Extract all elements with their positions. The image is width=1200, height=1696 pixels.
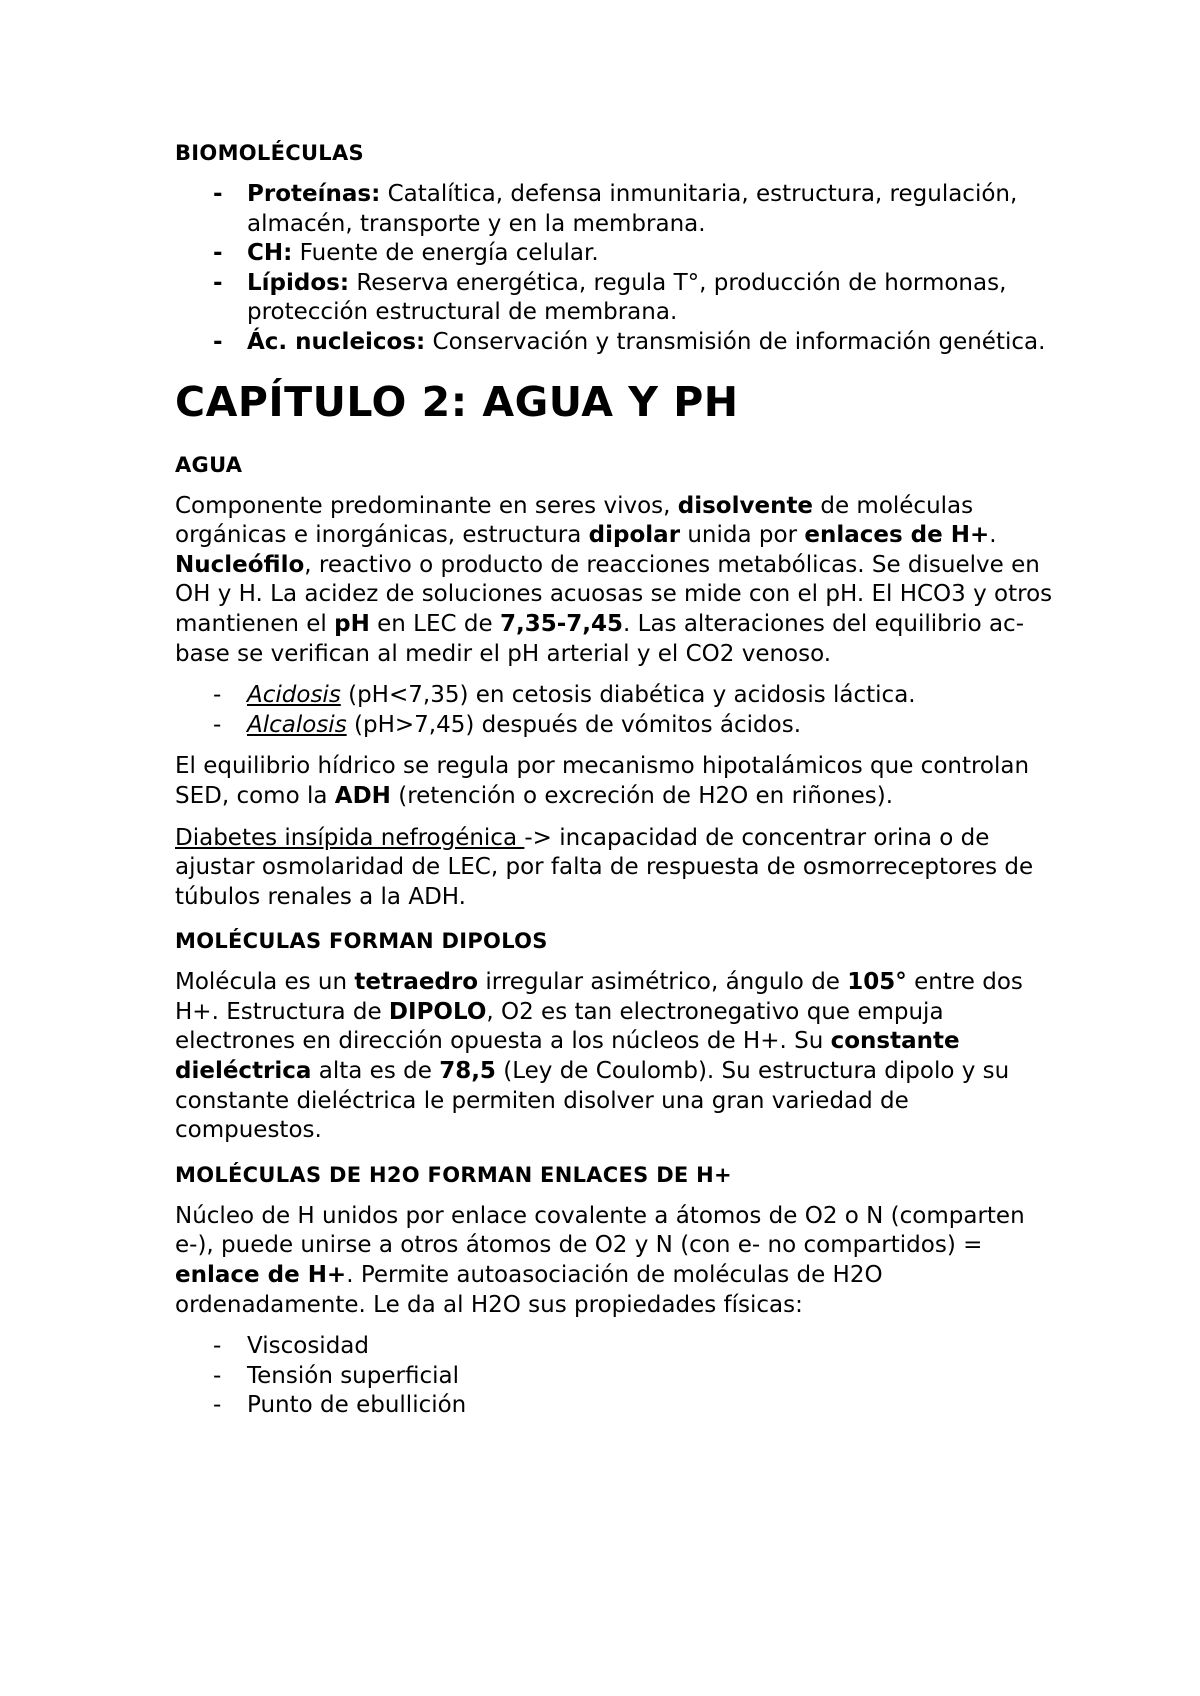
propiedades-list [175,1332,1055,1421]
section-title-agua: AGUA [175,452,243,477]
biomoleculas-list [175,180,1055,358]
text-run: , reactivo o producto de reacciones metabólicas. Se disuelve en OH y H. La acidez de soluciones acuosas se mide con el pH. El HCO3 y otros mantienen el [175,551,1053,637]
document-content [175,138,1055,1421]
text-run: . Las alteraciones del equilibrio ac-base se verifican al medir el pH arterial y el CO2 venoso. [175,610,1024,667]
dash-marker: - [213,181,223,207]
text-run: alta es de [311,1058,440,1085]
bold-term: 78,5 [439,1058,496,1085]
list-item-text: Reserva energética, regula T°, producción de hormonas, protección estructural de membrana. [247,269,1007,326]
list-item-text: Fuente de energía celular. [292,240,599,267]
list-item [175,681,1055,711]
text-run: en LEC de [369,610,500,637]
list-item-text: (pH>7,45) después de vómitos ácidos. [346,711,802,738]
bold-term: Nucleófilo [175,551,305,578]
paragraph-dipolos [175,968,1055,1146]
bold-term: tetraedro [354,969,479,996]
list-item [175,239,1055,269]
section-title-biomoleculas: BIOMOLÉCULAS [175,141,364,165]
list-item-text: Tensión superficial [247,1362,459,1389]
text-run: -> incapacidad de concentrar orina o de ajustar osmolaridad de LEC, por falta de respuesta de osmorreceptores de túbulos renales a la ADH. [175,824,1034,910]
list-item-term: Proteínas: [247,181,381,207]
dash-marker: - [213,1392,222,1419]
section-title-dipolos: MOLÉCULAS FORMAN DIPOLOS [175,929,548,954]
list-item [175,1362,1055,1392]
paragraph-enlaces [175,1202,1055,1320]
dash-marker: - [213,240,223,267]
list-item-text: (pH<7,35) en cetosis diabética y acidosis láctica. [340,682,916,709]
bold-term: 7,35-7,45 [499,610,624,637]
list-item-text: Punto de ebullición [247,1392,467,1419]
dash-marker: - [213,1333,222,1360]
bold-term: dipolar [588,522,681,549]
text-run: de moléculas orgánicas e inorgánicas, estructura [175,492,974,549]
text-run: El equilibrio hídrico se regula por mecanismo hipotalámicos que controlan SED, como la [175,753,1030,809]
text-run: (retención o excreción de H2O en riñones). [390,782,894,809]
acid-base-list [175,681,1055,740]
dash-marker: - [213,269,223,296]
bold-term: enlaces de H+ [804,522,990,549]
list-item-term: Lípidos: [247,269,350,296]
text-run: Núcleo de H unidos por enlace covalente a átomos de O2 o N (comparten e-), puede unirse a otros átomos de O2 y N (con e- no compartidos) = [175,1202,1025,1259]
list-item-term: Ác. nucleicos: [247,328,426,355]
list-item [175,180,1055,239]
list-item [175,269,1055,328]
bold-term: ADH [334,782,391,809]
dash-marker: - [213,1362,222,1389]
list-item-term: Alcalosis [247,711,347,738]
list-item-text: Viscosidad [247,1333,369,1360]
text-run: . [989,522,997,549]
bold-term: disolvente [677,492,814,519]
text-run: . Permite autoasociación de moléculas de H2O ordenadamente. Le da al H2O sus propiedades físicas: [175,1262,883,1318]
list-item-term: Acidosis [247,682,341,709]
paragraph-diabetes-insipida [175,824,1055,913]
text-run: irregular asimétrico, ángulo de [478,969,848,996]
dash-marker: - [213,682,222,709]
text-run: unida por [680,522,805,549]
text-run: (Ley de Coulomb). Su estructura dipolo y su constante dieléctrica le permiten disolver una gran variedad de compuestos. [175,1058,1010,1144]
underlined-term: Diabetes insípida nefrogénica [175,824,525,851]
text-run: Componente predominante en seres vivos, [175,492,678,519]
paragraph-agua [175,492,1055,670]
bold-term: DIPOLO [388,998,487,1025]
paragraph-equilibrio-hidrico [175,752,1055,811]
list-item [175,328,1055,358]
bold-term: pH [334,610,370,637]
list-item [175,1391,1055,1421]
list-item-term: CH: [247,240,293,267]
text-run: , O2 es tan electronegativo que empuja electrones en dirección opuesta a los núcleos de H+. Su [175,998,944,1055]
text-run: entre dos H+. Estructura de [175,969,1023,1025]
list-item-text: Conservación y transmisión de información genética. [425,328,1046,355]
section-title-enlaces: MOLÉCULAS DE H2O FORMAN ENLACES DE H+ [175,1162,732,1187]
bold-term: enlace de H+ [175,1262,347,1289]
list-item [175,711,1055,741]
list-item-text: Catalítica, defensa inmunitaria, estructura, regulación, almacén, transporte y en la membrana. [247,181,1018,237]
text-run: Molécula es un [175,969,355,996]
list-item [175,1332,1055,1362]
chapter-title: CAPÍTULO 2: AGUA Y PH [175,377,739,426]
dash-marker: - [213,328,223,355]
bold-term: 105° [847,969,907,996]
dash-marker: - [213,711,222,738]
bold-term: constante dieléctrica [175,1028,960,1085]
